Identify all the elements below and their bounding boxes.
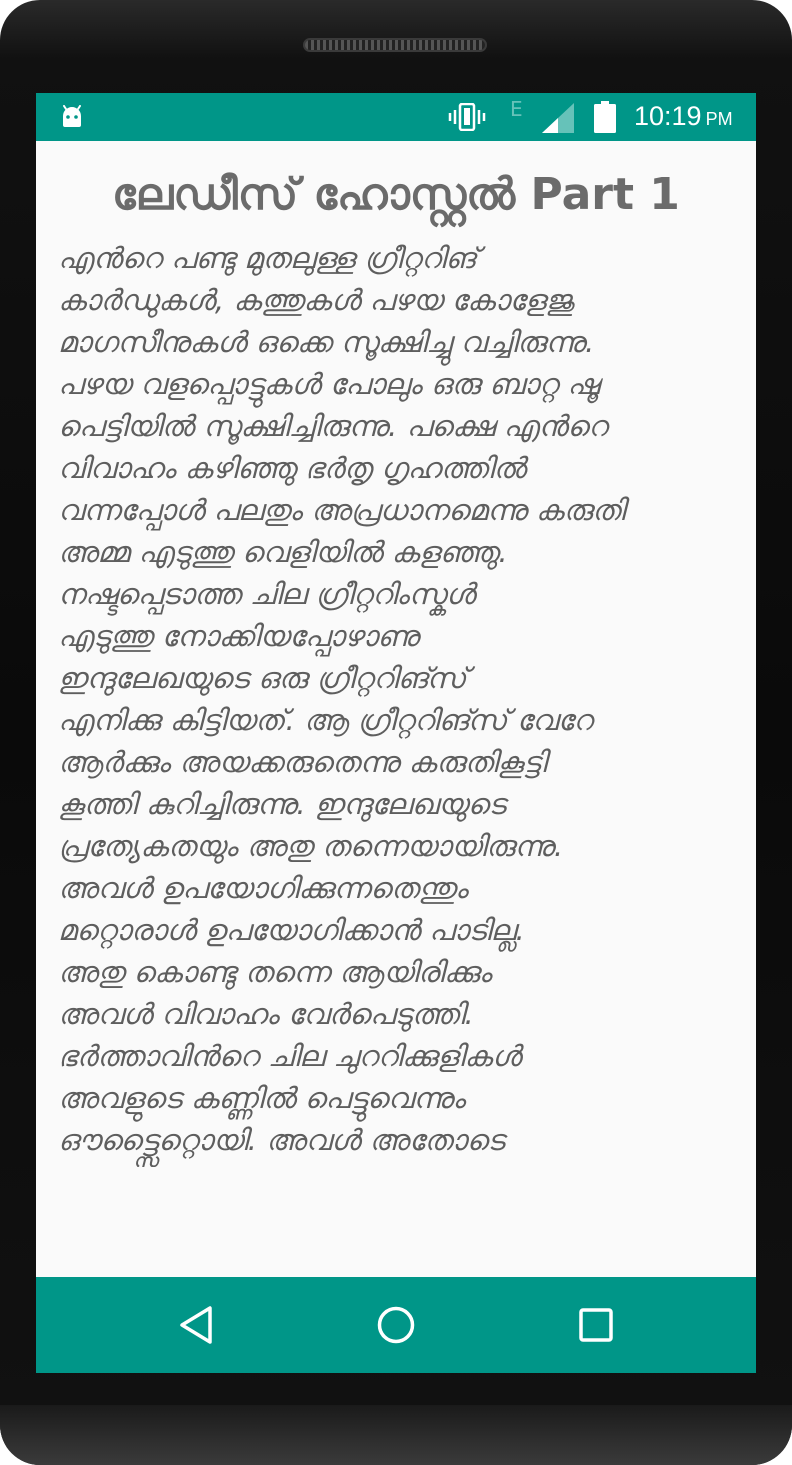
body-line: ഔട്ട്സൈറ്റൊയി. അവൾ അതോടെ bbox=[58, 1123, 505, 1157]
home-circle-icon bbox=[376, 1305, 416, 1345]
status-clock bbox=[634, 101, 733, 132]
body-line: പഴയ വളപ്പൊട്ടുകൾ പോലും ഒരു ബാറ്റ ഷൂ bbox=[58, 367, 600, 401]
body-line: അതു കൊണ്ടു തന്നെ ആയിരിക്കും bbox=[58, 955, 492, 989]
body-line: അവൾ വിവാഹം വേർപെടുത്തി. bbox=[58, 997, 474, 1031]
article-title: ലേഡീസ് ഹോസ്റ്റൽ Part 1 bbox=[112, 169, 680, 220]
body-line: അവളുടെ കണ്ണിൽ പെട്ടുവെന്നും bbox=[58, 1081, 465, 1115]
network-type-label: E bbox=[510, 97, 523, 121]
body-line: ആർക്കും അയക്കരുതെന്നു കരുതികൂട്ടി bbox=[58, 745, 547, 779]
body-line: അവൾ ഉപയോഗിക്കുന്നതെന്തും bbox=[58, 871, 468, 905]
body-line: നഷ്ടപ്പെടാത്ത ചില ഗ്രീറ്ററിംസ്കൾ bbox=[58, 577, 475, 611]
home-button[interactable] bbox=[372, 1301, 420, 1349]
body-line: വിവാഹം കഴിഞ്ഞു ഭർതൃ ഗൃഹത്തിൽ bbox=[58, 451, 526, 485]
back-triangle-icon bbox=[178, 1305, 214, 1345]
battery-icon bbox=[594, 101, 616, 133]
body-line: എൻറെ പണ്ടു മുതലുള്ള ഗ്രീറ്ററിങ് bbox=[58, 241, 478, 275]
body-line: പ്രത്യേകതയും അതു തന്നെയായിരുന്നു. bbox=[58, 829, 564, 863]
article-body[interactable] bbox=[58, 237, 742, 1167]
recents-square-icon bbox=[578, 1307, 614, 1343]
status-bar bbox=[36, 93, 756, 141]
body-line: എനിക്കു കിട്ടിയത്. ആ ഗ്രീറ്ററിങ്സ് വേറേ bbox=[58, 703, 593, 737]
clock-ampm: PM bbox=[705, 109, 733, 129]
body-line: കൂത്തി കുറിച്ചിരുന്നു. ഇന്ദുലേഖയുടെ bbox=[58, 787, 506, 821]
speaker-grille bbox=[303, 38, 487, 52]
screen bbox=[36, 93, 756, 1373]
body-line: എടുത്തു നോക്കിയപ്പോഴാണു bbox=[58, 619, 419, 653]
vibrate-icon bbox=[448, 103, 486, 131]
back-button[interactable] bbox=[172, 1301, 220, 1349]
body-line: കാർഡുകൾ, കത്തുകൾ പഴയ കോളേജു bbox=[58, 283, 574, 317]
body-line: അമ്മ എടുത്തു വെളിയിൽ കളഞ്ഞു. bbox=[58, 535, 508, 569]
recents-button[interactable] bbox=[572, 1301, 620, 1349]
body-line: ഇന്ദുലേഖയുടെ ഒരു ഗ്രീറ്ററിങ്സ് bbox=[58, 661, 467, 695]
body-line: വന്നപ്പോൾ പലതും അപ്രധാനമെന്നു കരുതി bbox=[58, 493, 625, 527]
signal-icon bbox=[542, 103, 574, 133]
article-content[interactable] bbox=[36, 141, 756, 1169]
phone-chin bbox=[0, 1405, 792, 1465]
body-line: ഭർത്താവിൻറെ ചില ചുററിക്കുളികൾ bbox=[58, 1039, 521, 1073]
body-line: മറ്റൊരാൾ ഉപയോഗിക്കാൻ പാടില്ല. bbox=[58, 913, 525, 947]
clock-time: 10:19 bbox=[634, 101, 702, 131]
body-line: മാഗസീനുകൾ ഒക്കെ സൂക്ഷിച്ചു വച്ചിരുന്നു. bbox=[58, 325, 595, 359]
android-debug-icon bbox=[60, 105, 84, 129]
navigation-bar bbox=[36, 1277, 756, 1373]
body-line: പെട്ടിയിൽ സൂക്ഷിച്ചിരുന്നു. പക്ഷെ എൻറെ bbox=[58, 409, 608, 443]
